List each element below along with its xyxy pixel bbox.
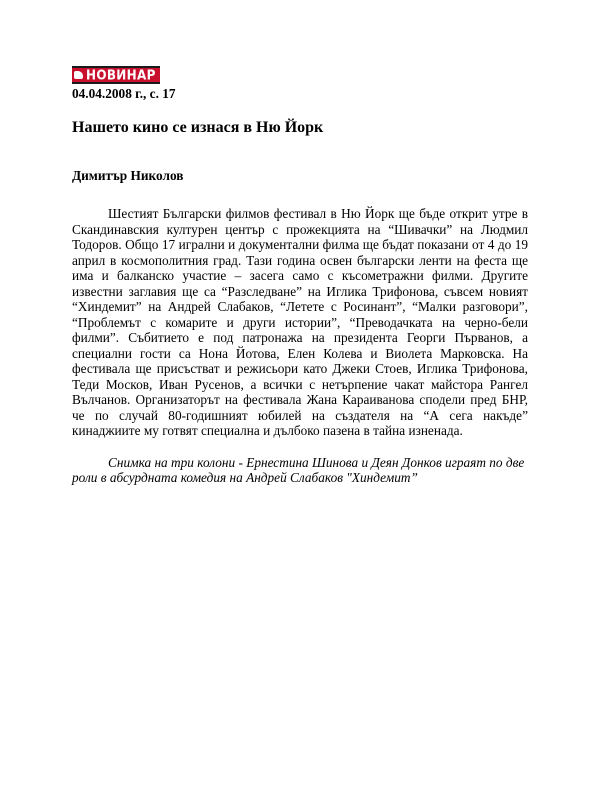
article-body: Шестият Български филмов фестивал в Ню Йорк ще бъде открит утре в Скандинавския културен център с прожекцията на “Шивачки” на Людмил Тодоров. Общо 17 игрални и документални филма ще бъдат показани от 4 до 19 април в космополитния град. Тази година освен български ленти на феста ще има и балканско участие – засега само с късометражни филми. Другите известни заглавия ще са “Разследване” на Иглика Трифонова, съвсем новият “Хиндемит” на Андрей Слабаков, “Летете с Росинант”, “Малки разговори”, “Проблемът с комарите и други истории”, “Преводачката на черно-бели филми”. Събитието е под патронажа на президента Георги Първанов, а специални гости са Нона Йотова, Елен Колева и Виолета Марковска. На фестивала ще присъстват и режисьори като Джеки Стоев, Иглика Трифонова, Теди Москов, Иван Русенов, а всички с нетърпение чакат майстора Рангел Вълчанов. Организаторът на фестивала Жана Караиванова сподели пред БНР, че по случай 80-годишният юбилей на създателя на “А сега накъде” кинаджиите му готвят специална и дълбоко пазена в тайна изненада. (72, 206, 528, 438)
logo-mark-icon (74, 71, 83, 79)
article-title: Нашето кино се изнася в Ню Йорк (72, 119, 324, 136)
article-author: Димитър Николов (72, 168, 184, 183)
newspaper-logo (72, 66, 160, 84)
photo-caption: Снимка на три колони - Ернестина Шинова и Деян Донков играят по две роли в абсурдната комедия на Андрей Слабаков "Хиндемит” (72, 454, 525, 485)
document-page (72, 66, 528, 486)
publication-date: 04.04.2008 г., с. 17 (72, 86, 176, 101)
logo-text: НОВИНАР (86, 67, 156, 83)
